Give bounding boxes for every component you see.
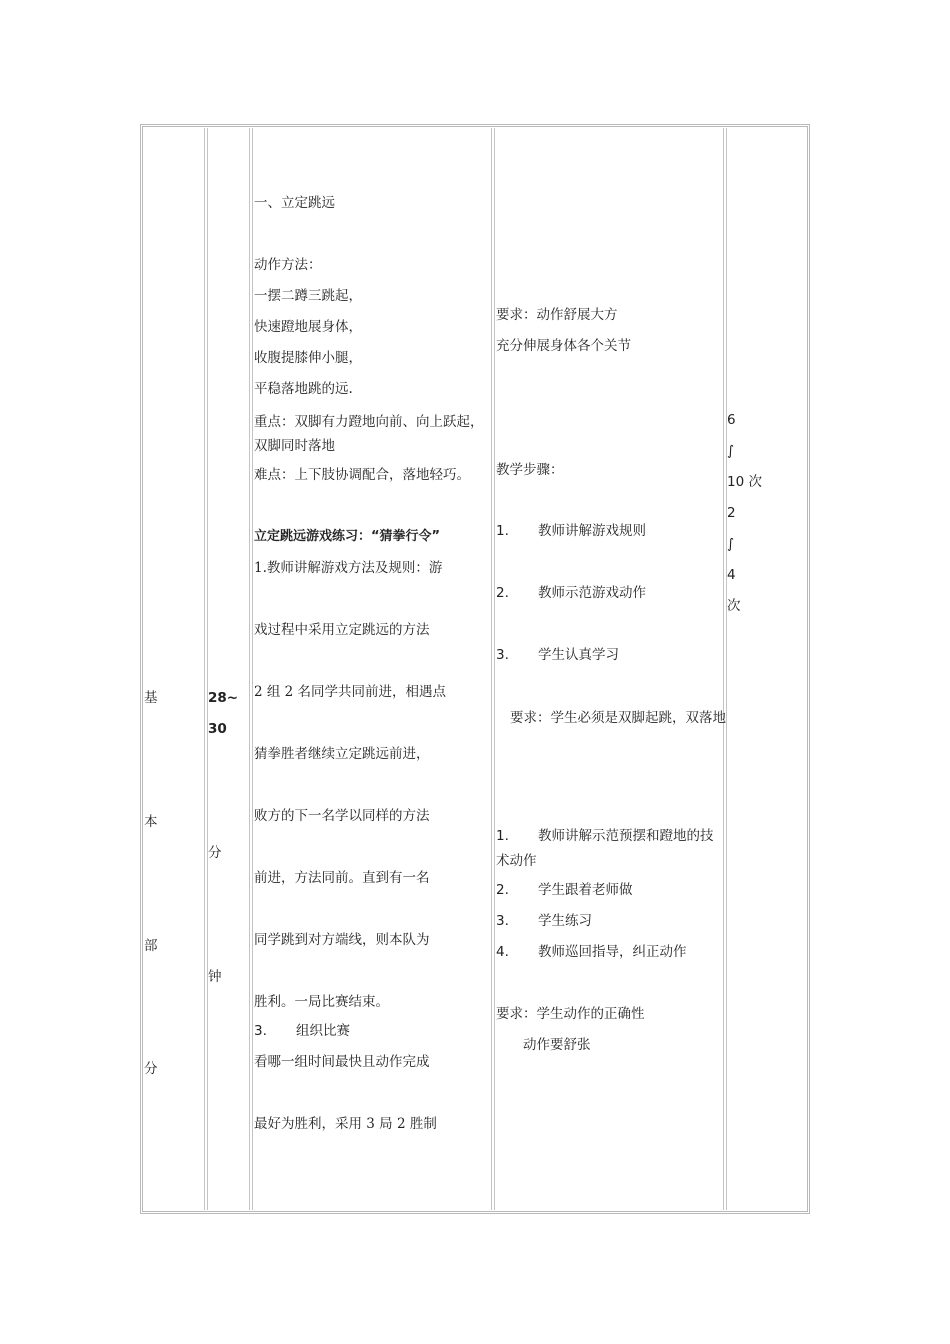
section-label-char: 分 [144, 1061, 158, 1077]
load-line: ∫ [727, 536, 735, 552]
section-label-char: 本 [144, 814, 158, 830]
requirement-line: 要求：动作舒展大方 [496, 307, 618, 323]
section-label-char: 基 [144, 690, 158, 706]
method-line: 平稳落地跳的远. [254, 381, 353, 397]
step-item [496, 942, 687, 962]
column-divider [249, 128, 253, 1210]
final-line: 最好为胜利，采用 3 局 2 胜制 [254, 1116, 437, 1132]
section-label-char: 部 [144, 938, 158, 954]
lesson-table [140, 124, 810, 1214]
load-line: ∫ [727, 443, 735, 459]
list-text: 教师讲解示范预摆和蹬地的技术动作 [496, 828, 714, 869]
column-divider [491, 128, 495, 1210]
column-divider [723, 128, 727, 1210]
time-value: 30 [208, 721, 227, 737]
game-title: 立定跳远游戏练习：“猜拳行令” [254, 529, 441, 544]
list-text: 学生跟着老师做 [538, 882, 633, 898]
method-line: 快速蹬地展身体， [254, 319, 362, 335]
list-number: 3. [496, 647, 509, 663]
game-line: 2 组 2 名同学共同前进，相遇点 [254, 684, 447, 700]
game-line: 败方的下一名学以同样的方法 [254, 808, 430, 824]
method-line: 收腹提膝伸小腿， [254, 350, 362, 366]
list-number: 1. [496, 828, 509, 844]
method-line: 一摆二蹲三跳起， [254, 288, 362, 304]
requirement-line: 要求：学生必须是双脚起跳，双落地 [510, 710, 726, 726]
time-value: 28~ [208, 690, 239, 706]
game-line: 1.教师讲解游戏方法及规则：游 [254, 560, 443, 576]
steps-heading: 教学步骤： [496, 462, 564, 478]
load-line: 次 [727, 598, 741, 614]
content-title: 一、立定跳远 [254, 195, 335, 211]
step-item [496, 824, 726, 874]
list-text: 学生认真学习 [538, 647, 619, 663]
step-item [496, 880, 633, 900]
requirement-line: 要求：学生动作的正确性 [496, 1006, 645, 1022]
game-line: 胜利。一局比赛结束。 [254, 994, 389, 1010]
game-line: 前进，方法同前。直到有一名 [254, 870, 430, 886]
list-number: 2. [496, 882, 509, 898]
requirement-line: 动作要舒张 [523, 1037, 591, 1053]
game-line: 戏过程中采用立定跳远的方法 [254, 622, 430, 638]
difficulty: 难点：上下肢协调配合，落地轻巧。 [254, 467, 470, 483]
list-text: 教师巡回指导，纠正动作 [538, 944, 687, 960]
load-line: 4 [727, 567, 736, 583]
list-text: 学生练习 [538, 913, 592, 929]
list-number: 4. [496, 944, 509, 960]
time-unit-char: 分 [208, 845, 222, 861]
time-unit-char: 钟 [208, 969, 222, 985]
list-text: 教师示范游戏动作 [538, 585, 646, 601]
step-item [496, 645, 619, 665]
organize-item [254, 1021, 350, 1041]
step-item [496, 911, 592, 931]
load-line: 6 [727, 412, 736, 428]
list-number: 3. [254, 1023, 267, 1039]
load-line: 10 次 [727, 474, 762, 490]
requirement-line: 充分伸展身体各个关节 [496, 338, 631, 354]
list-text: 教师讲解游戏规则 [538, 523, 646, 539]
key-point: 重点：双脚有力蹬地向前、向上跃起，双脚同时落地 [254, 414, 484, 454]
step-item [496, 521, 646, 541]
method-heading: 动作方法： [254, 257, 322, 273]
list-number: 3. [496, 913, 509, 929]
game-line: 猜拳胜者继续立定跳远前进， [254, 746, 430, 762]
final-line: 看哪一组时间最快且动作完成 [254, 1054, 430, 1070]
load-line: 2 [727, 505, 736, 521]
list-number: 1. [496, 523, 509, 539]
list-number: 2. [496, 585, 509, 601]
column-divider [204, 128, 208, 1210]
list-text: 组织比赛 [296, 1023, 350, 1039]
step-item [496, 583, 646, 603]
game-line: 同学跳到对方端线，则本队为 [254, 932, 430, 948]
